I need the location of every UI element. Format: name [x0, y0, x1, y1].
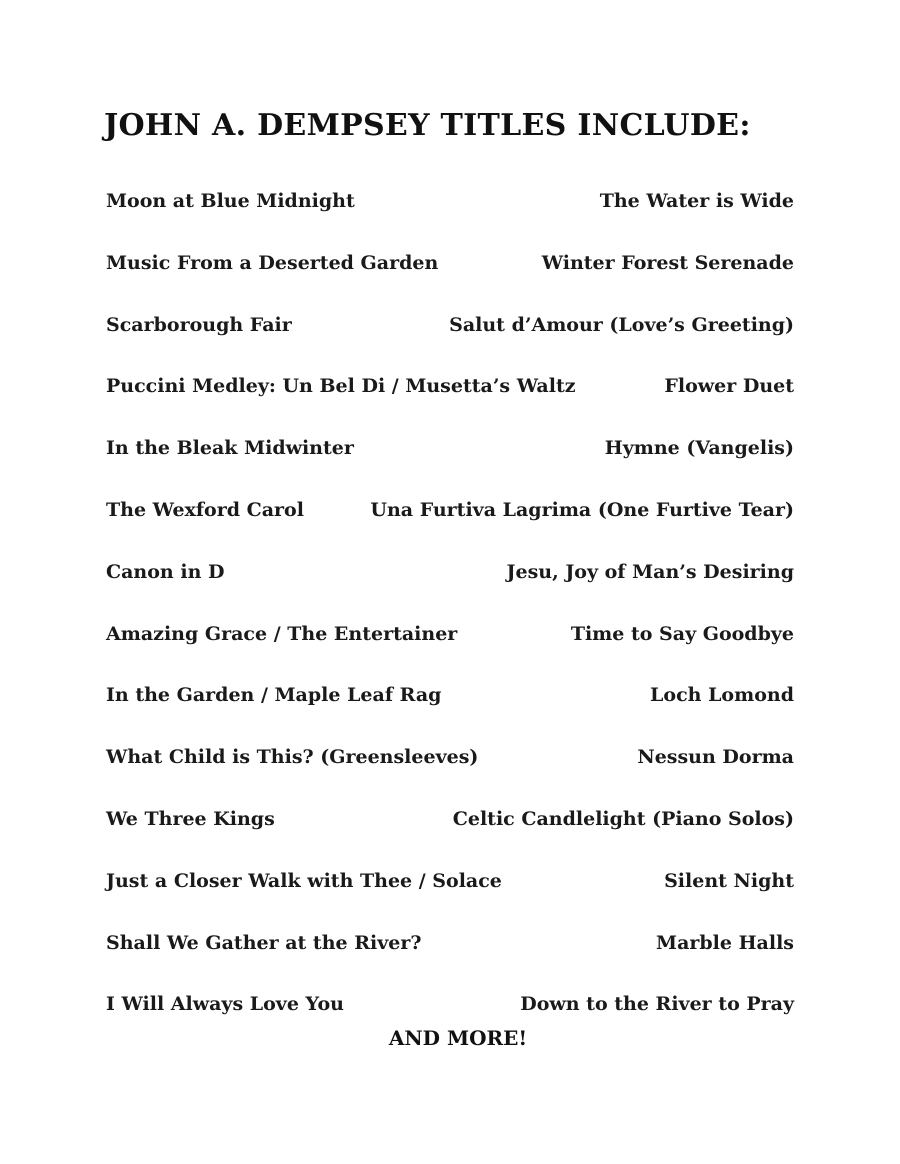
and-more-footer: AND MORE!: [388, 1026, 528, 1050]
title-left: Shall We Gather at the River?: [106, 931, 422, 954]
title-right: Time to Say Goodbye: [570, 622, 794, 645]
title-row: [106, 375, 794, 437]
title-row: [106, 437, 794, 499]
title-row: [106, 314, 794, 376]
title-left: Music From a Deserted Garden: [106, 251, 439, 274]
title-right: Nessun Dorma: [637, 746, 794, 769]
title-right: Hymne (Vangelis): [604, 437, 794, 460]
title-right: Winter Forest Serenade: [541, 251, 794, 274]
title-left: In the Bleak Midwinter: [106, 437, 354, 460]
title-left: Puccini Medley: Un Bel Di / Musetta’s Waltz: [106, 375, 576, 398]
title-left: I Will Always Love You: [106, 993, 344, 1016]
title-row: [106, 190, 794, 252]
title-right: Flower Duet: [664, 375, 794, 398]
title-right: Down to the River to Pray: [520, 993, 794, 1016]
titles-list: [106, 190, 794, 1055]
title-right: Loch Lomond: [650, 684, 794, 707]
title-right: Celtic Candlelight (Piano Solos): [452, 807, 794, 830]
title-right: Salut d’Amour (Love’s Greeting): [449, 313, 794, 336]
title-left: We Three Kings: [106, 807, 275, 830]
title-left: In the Garden / Maple Leaf Rag: [106, 684, 442, 707]
title-right: Una Furtiva Lagrima (One Furtive Tear): [370, 498, 794, 521]
page-title: JOHN A. DEMPSEY TITLES INCLUDE:: [104, 108, 751, 143]
title-row: [106, 746, 794, 808]
title-row: [106, 932, 794, 994]
title-row: [106, 684, 794, 746]
title-left: Canon in D: [106, 560, 225, 583]
title-row: [106, 870, 794, 932]
title-left: Scarborough Fair: [106, 313, 292, 336]
title-right: Silent Night: [664, 869, 794, 892]
title-row: [106, 499, 794, 561]
title-left: The Wexford Carol: [106, 498, 304, 521]
title-left: Moon at Blue Midnight: [106, 190, 355, 212]
title-left: Just a Closer Walk with Thee / Solace: [106, 869, 502, 892]
title-row: [106, 808, 794, 870]
title-left: Amazing Grace / The Entertainer: [106, 622, 458, 645]
title-left: What Child is This? (Greensleeves): [106, 746, 479, 769]
title-row: [106, 561, 794, 623]
title-row: [106, 623, 794, 685]
title-row: [106, 252, 794, 314]
title-right: The Water is Wide: [599, 190, 794, 212]
title-right: Marble Halls: [656, 931, 794, 954]
title-right: Jesu, Joy of Man’s Desiring: [506, 560, 794, 583]
